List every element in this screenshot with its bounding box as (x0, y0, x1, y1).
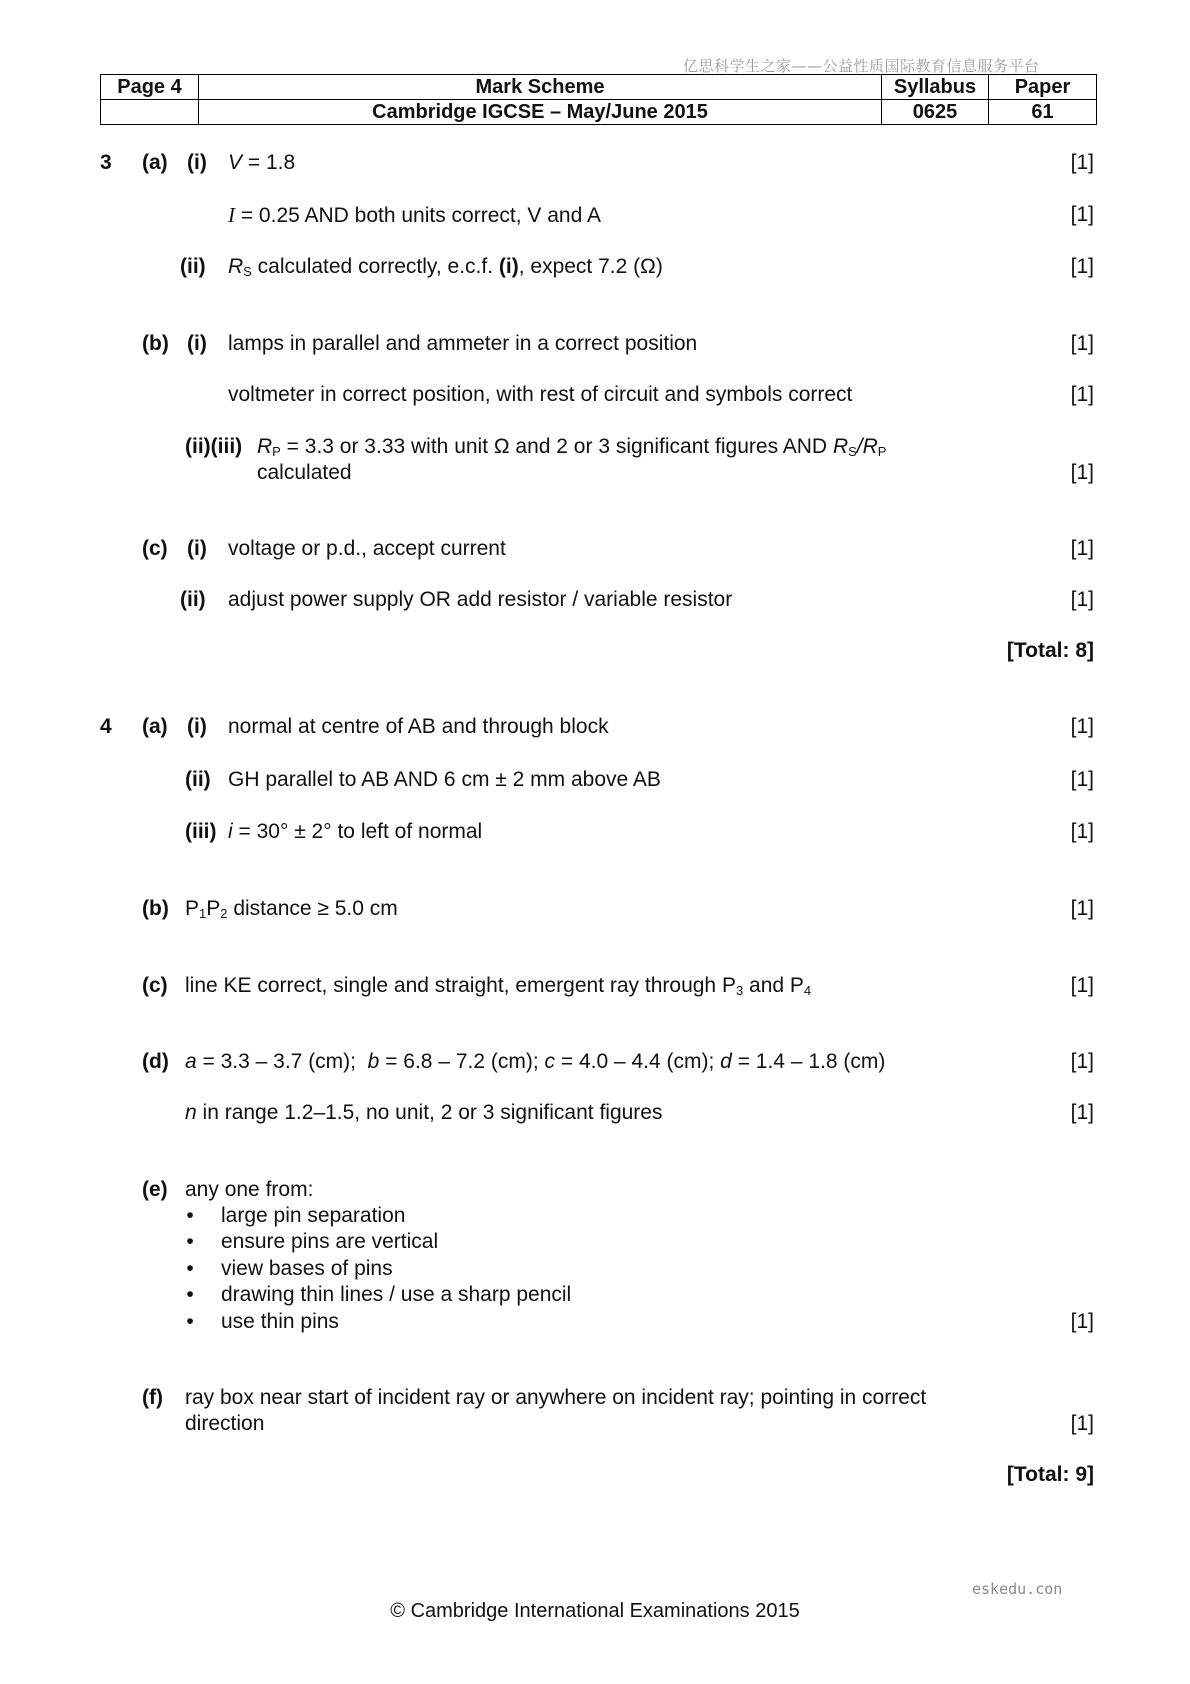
syllabus-value: 0625 (882, 100, 989, 125)
q4e-bullet-3: view bases of pins (221, 1257, 393, 1280)
q4-part-d-label: (d) (142, 1050, 169, 1073)
var-b: b (367, 1050, 380, 1073)
watermark: 亿思科学生之家——公益性质国际教育信息服务平台 (683, 57, 1040, 75)
q3b-ii-iii-line-2: calculated (257, 461, 352, 484)
mark-q4b: [1] (1070, 897, 1094, 920)
q4e-bullet-1: large pin separation (221, 1204, 406, 1227)
text-2: , expect 7.2 (Ω) (518, 255, 663, 278)
paper-value: 61 (989, 100, 1097, 125)
q4d-line-1 (185, 1049, 885, 1075)
header-empty-cell (101, 100, 199, 125)
mark-q3a-i-2: [1] (1070, 203, 1094, 226)
current-text: = 0.25 AND both units correct, V and A (235, 204, 601, 227)
text-1: calculated correctly, e.c.f. (251, 255, 499, 278)
q3-part-a-label: (a) (142, 151, 168, 174)
copyright-footer: © Cambridge International Examinations 2015 (390, 1600, 800, 1622)
mark-q4c: [1] (1070, 974, 1094, 997)
q3-part-c-label: (c) (142, 537, 168, 560)
mark-q3c-i: [1] (1070, 537, 1094, 560)
q4e-bullet-4: drawing thin lines / use a sharp pencil (221, 1283, 572, 1306)
paper-label: Paper (989, 75, 1097, 100)
a-range: = 3.3 – 3.7 (cm); (196, 1050, 368, 1073)
mark-q4a-iii: [1] (1070, 820, 1094, 843)
ref-i: (i) (498, 255, 519, 278)
q3a-i-current-line (228, 202, 601, 229)
sub-p: P (272, 444, 281, 459)
mark-q4e: [1] (1070, 1310, 1094, 1333)
bullet-1: • (186, 1204, 194, 1227)
sub-1: 1 (199, 906, 207, 921)
q3a-sub-ii-label: (ii) (180, 255, 206, 278)
q4e-bullet-5: use thin pins (221, 1310, 339, 1333)
sub-s: S (848, 444, 857, 459)
mark-q3a-i-1: [1] (1070, 151, 1094, 174)
var-v: V (228, 151, 243, 174)
p1-letter: P (185, 897, 200, 920)
q4-part-e-label: (e) (142, 1178, 168, 1201)
q3b-sub-i-label: (i) (187, 332, 207, 355)
q4a-i-line: normal at centre of AB and through block (228, 715, 609, 738)
mark-q4a-i: [1] (1070, 715, 1094, 738)
var-c: c (544, 1050, 556, 1073)
q3b-sub-ii-iii-label: (ii)(iii) (185, 435, 243, 458)
bullet-3: • (186, 1257, 194, 1280)
sub-s: S (243, 264, 252, 279)
q3a-sub-i-label: (i) (187, 151, 207, 174)
var-i: I (228, 203, 235, 227)
mark-q3b-i-2: [1] (1070, 383, 1094, 406)
q3b-ii-iii-line-1 (257, 434, 886, 460)
q4a-sub-i-label: (i) (187, 715, 207, 738)
q4c-line (185, 973, 811, 999)
and-text: and P (743, 974, 804, 997)
q3c-sub-ii-label: (ii) (180, 588, 206, 611)
mark-q3c-ii: [1] (1070, 588, 1094, 611)
page-number: Page 4 (101, 75, 199, 100)
q3-total: [Total: 8] (1006, 639, 1094, 662)
q3b-i-line-2: voltmeter in correct position, with rest of circuit and symbols correct (228, 383, 853, 406)
q4e-bullet-2: ensure pins are vertical (221, 1230, 439, 1253)
mark-q4d-1: [1] (1070, 1050, 1094, 1073)
text-1: = 3.3 or 3.33 with unit Ω and 2 or 3 significant figures AND (280, 435, 833, 458)
var-rp: R (862, 435, 878, 458)
q3a-i-voltage-line (228, 150, 295, 176)
q4d-line-2 (185, 1100, 662, 1126)
q4e-intro: any one from: (185, 1178, 314, 1201)
q4-part-c-label: (c) (142, 974, 168, 997)
header-subtitle: Cambridge IGCSE – May/June 2015 (199, 100, 882, 125)
header-title: Mark Scheme (199, 75, 882, 100)
var-r: R (228, 255, 244, 278)
sub-3: 3 (735, 983, 744, 998)
var-i: i (228, 820, 233, 843)
b-range: = 6.8 – 7.2 (cm); (379, 1050, 545, 1073)
q4a-sub-iii-label: (iii) (185, 820, 217, 843)
var-a: a (185, 1050, 197, 1073)
q3c-sub-i-label: (i) (187, 537, 207, 560)
mark-q4f: [1] (1070, 1412, 1094, 1435)
q4-total: [Total: 9] (1006, 1463, 1094, 1486)
q3a-ii-line (228, 254, 663, 280)
distance-text: distance ≥ 5.0 cm (227, 897, 398, 920)
q4-part-a-label: (a) (142, 715, 168, 738)
line-text: line KE correct, single and straight, emergent ray through P (185, 974, 736, 997)
sub-4: 4 (803, 983, 812, 998)
q4a-ii-line: GH parallel to AB AND 6 cm ± 2 mm above AB (228, 768, 661, 791)
question-3-number: 3 (100, 151, 112, 174)
sub-p2: P (877, 444, 887, 459)
bullet-2: • (186, 1230, 194, 1253)
question-4-number: 4 (100, 715, 112, 738)
syllabus-label: Syllabus (882, 75, 989, 100)
bullet-4: • (186, 1283, 194, 1306)
n-text: in range 1.2–1.5, no unit, 2 or 3 significant figures (196, 1101, 663, 1124)
q4f-line-2: direction (185, 1412, 265, 1435)
voltage-text: = 1.8 (242, 151, 296, 174)
q4-part-f-label: (f) (142, 1386, 163, 1409)
q3-part-b-label: (b) (142, 332, 169, 355)
d-range: = 1.4 – 1.8 (cm) (731, 1050, 886, 1073)
mark-q4d-2: [1] (1070, 1101, 1094, 1124)
var-rs: R (832, 435, 849, 458)
q4a-sub-ii-label: (ii) (185, 768, 211, 791)
mark-q3a-ii: [1] (1070, 255, 1094, 278)
header-table (100, 74, 1097, 125)
q4b-line (185, 896, 398, 922)
c-range: = 4.0 – 4.4 (cm); (555, 1050, 721, 1073)
mark-q4a-ii: [1] (1070, 768, 1094, 791)
site-watermark: eskedu.con (972, 1580, 1063, 1598)
var-n: n (185, 1101, 197, 1124)
q4a-iii-line (228, 819, 482, 845)
mark-q3b-i-1: [1] (1070, 332, 1094, 355)
var-r: R (257, 435, 273, 458)
angle-text: = 30° ± 2° to left of normal (232, 820, 483, 843)
q3b-i-line-1: lamps in parallel and ammeter in a correct position (228, 332, 698, 355)
q4f-line-1: ray box near start of incident ray or anywhere on incident ray; pointing in correct (185, 1386, 927, 1409)
q4-part-b-label: (b) (142, 897, 169, 920)
bullet-5: • (186, 1310, 194, 1333)
var-d: d (720, 1050, 732, 1073)
p2-letter: P (206, 897, 221, 920)
slash: / (856, 435, 863, 458)
q3c-i-line: voltage or p.d., accept current (228, 537, 506, 560)
sub-2: 2 (220, 906, 228, 921)
mark-q3b-ii-iii: [1] (1070, 461, 1094, 484)
q3c-ii-line: adjust power supply OR add resistor / variable resistor (228, 588, 733, 611)
